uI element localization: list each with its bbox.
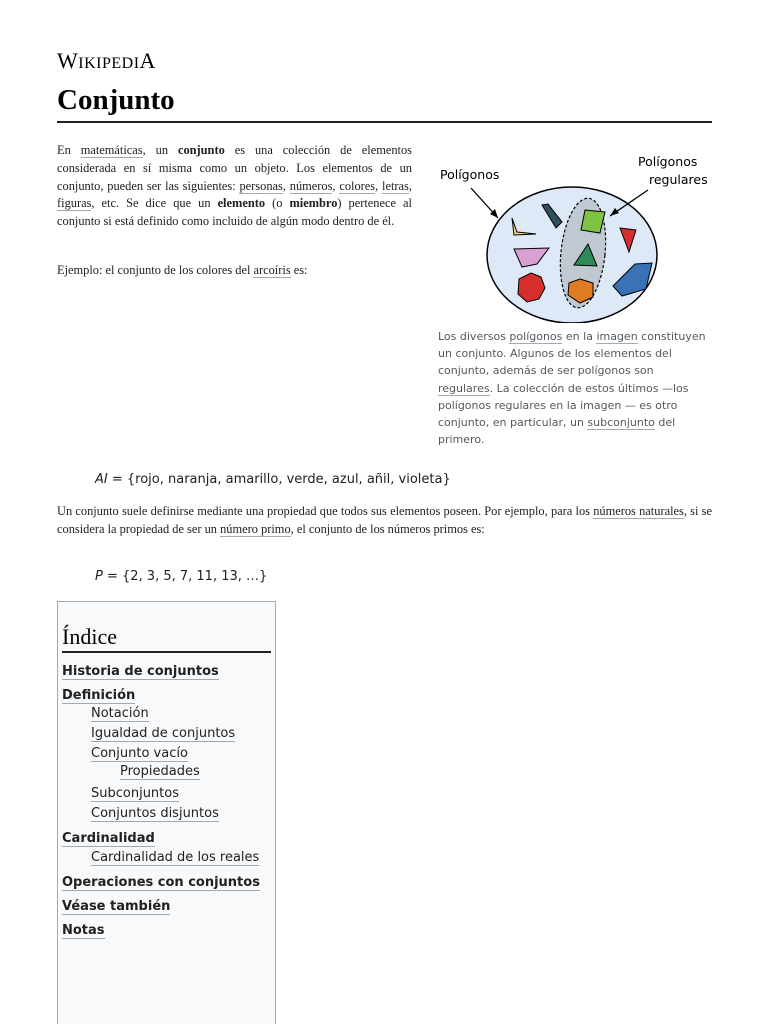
term-conjunto: conjunto (177, 143, 225, 157)
toc-item-conjunto-vacio[interactable]: Conjunto vacío (91, 746, 188, 761)
link-numeros-naturales[interactable]: números naturales (593, 504, 684, 518)
caption-link-regulares[interactable]: regulares (438, 381, 490, 395)
term-miembro: miembro (289, 196, 338, 211)
polygons-diagram (438, 148, 713, 323)
math-primes-set: P = {2, 3, 5, 7, 11, 13, …} (95, 569, 268, 584)
toc-title: Índice (62, 624, 271, 653)
link-numero-primo[interactable]: número primo (220, 521, 291, 536)
caption-link-poligonos[interactable]: polígonos (509, 330, 563, 343)
caption-link-imagen[interactable]: imagen (596, 330, 638, 343)
term-elemento[interactable]: elemento (217, 196, 266, 211)
primes-paragraph: Un conjunto suele definirse mediante una propiedad que todos sus elementos poseen. Por ejemplo, para los números naturales, si se considera la propiedad de ser un número primo, el conjunto de los números primos es: (57, 504, 712, 536)
link-numeros[interactable]: números (289, 178, 333, 193)
label-poligonos: Polígonos (440, 167, 500, 182)
toc-item-cardinalidad[interactable]: Cardinalidad (62, 831, 155, 846)
link-colores[interactable]: colores (339, 178, 376, 193)
figure-caption: Los diversos polígonos en la imagen constituyen un conjunto. Algunos de los elementos del conjunto, además de ser polígonos son regulares. La colección de estos últimos —los polígonos regulares en la imagen — es otro conjunto, en particular, un subconjunto del primero. (438, 330, 706, 447)
logo-letters-middle: IKIPEDI (78, 55, 140, 72)
logo-letter-a: A (139, 48, 156, 73)
link-personas[interactable]: personas (239, 178, 283, 193)
toc-item-cardinalidad-reales[interactable]: Cardinalidad de los reales (91, 850, 260, 865)
caption-link-subconjunto[interactable]: subconjunto (587, 416, 655, 430)
toc-item-definicion[interactable]: Definición (62, 688, 136, 703)
toc-item-propiedades[interactable]: Propiedades (120, 764, 200, 779)
wikipedia-logo[interactable] (57, 48, 156, 74)
page-title: Conjunto (57, 84, 712, 123)
toc-item-notas[interactable]: Notas (62, 923, 105, 938)
toc-item-vease[interactable]: Véase también (62, 899, 171, 914)
link-arcoiris[interactable]: arcoíris (253, 263, 291, 277)
intro-paragraph: En matemáticas, un conjunto es una colección de elementos considerada en sí misma como un objeto. Los elementos de un conjunto, pueden ser las siguientes: personas, números, colores, letras, figuras, etc. Se dice que un elemento (o miembro) pertenece al conjunto si está definido como incluido de algún modo dentro de él. (57, 143, 412, 229)
polygons-set-figure[interactable] (438, 148, 713, 327)
toc-item-notacion[interactable]: Notación (91, 706, 149, 721)
example-paragraph: Ejemplo: el conjunto de los colores del arcoíris es: (57, 263, 308, 277)
label-poligonos-regulares-2: regulares (649, 172, 708, 187)
link-figuras[interactable]: figuras (57, 196, 92, 211)
toc-item-operaciones[interactable]: Operaciones con conjuntos (62, 875, 260, 890)
table-of-contents (57, 601, 276, 1024)
toc-item-historia[interactable]: Historia de conjuntos (62, 664, 219, 679)
math-rainbow-set: AI = {rojo, naranja, amarillo, verde, azul, añil, violeta} (95, 472, 451, 487)
link-matematicas[interactable]: matemáticas (80, 143, 143, 157)
toc-item-igualdad[interactable]: Igualdad de conjuntos (91, 726, 236, 741)
toc-item-disjuntos[interactable]: Conjuntos disjuntos (91, 806, 219, 821)
logo-letter-w: W (57, 48, 79, 73)
toc-item-subconjuntos[interactable]: Subconjuntos (91, 786, 179, 801)
label-poligonos-regulares-1: Polígonos (638, 154, 698, 169)
link-letras[interactable]: letras (382, 178, 409, 193)
